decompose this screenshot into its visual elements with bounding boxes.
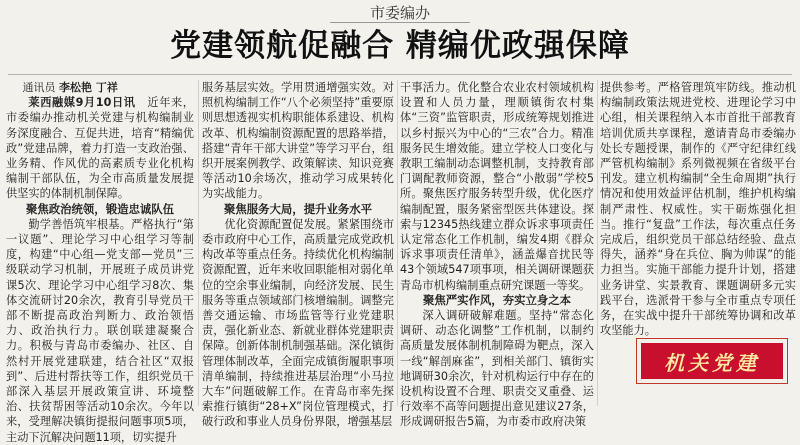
lead-paragraph — [6, 95, 194, 201]
column-divider — [198, 80, 199, 406]
column-divider — [397, 80, 398, 406]
body-paragraph: 提供参考。严格管理筑牢防线。推动机构编制政策法规进党校、进理论学习中心组，相关课程纳入本市首批干部教育培训优质共享课程，邀请青岛市委编办处长专题授课，制作的《严守纪律红线 严管机构编制》系列微视频在省级平台刊发。建立机构编制“全生命周期”执行情况和使用效益评估机制，维护机构编制严肃性、权威性。实干砺炼强化担当。推行“复盘”工作法，每次重点任务完成后，组织党员干部总结经验、盘点得失，涵养“身在兵位、胸为帅谋”的能力担当。实施干部能力提升计划，搭建业务讲堂、实景教育、课题调研多元实践平台，选派骨干参与全市重点专项任务，在实战中提升干部统筹协调和改革攻坚能力。 — [600, 81, 796, 338]
body-paragraph: 勤学善悟筑牢根基。严格执行“第一议题”、理论学习中心组学习等制度，构建“中心组—党支部—党员”三级联动学习机制，开展班子成员讲党课5次、理论学习中心组学习8次、集体交流研讨20余次，教育引导党员干部不断提高政治判断力、政治领悟力、政治执行力。联创联建凝聚合力。积极与青岛市委编办、社区、自然村开展党建联建，结合社区“双报到”、后进村帮扶等工作，组织党员干部深入基层开展政策宣讲、环境整治、扶贫帮困等活动10余次。今年以来，受理解决镇街提报问题事项5项，主动下沉解决问题11项，切实提升 — [6, 217, 194, 444]
body-paragraph: 干事活力。优化整合农业农村领域机构设置和人员力量，理顺镇街农村集体“三资”监管职责，形成统筹规划推进以乡村振兴为中心的“三农”合力。精准服务民生增效能。建立学校人口变化与教职工编制动态调整机制，支持教育部门调配教师资源，整合“小散弱”学校5所。聚焦医疗服务转型升级，优化医疗编制配置，服务紧密型医共体建设。探索与12345热线建立群众诉求事项责任认定常态化工作机制，编发4期《群众诉求事项责任清单》，涵盖爆音扰民等43个领域547项事项，相关调研课题获青岛市机构编制重点研究课题一等奖。 — [400, 81, 594, 292]
badge-label: 机关党建 — [641, 343, 783, 379]
body-paragraph: 深入调研破解难题。坚持“常态化调研、动态化调整”工作机制，以制约高质量发展体制机制障碍为靶点，深入一线“解剖麻雀”，到相关部门、镇街实地调研30余次，针对机构运行中存在的设机构设置不合理、职责交叉重叠、运行效率不高等问题提出意见建议27条，形成调研报告5篇，为市委市政府决策 — [400, 309, 594, 429]
page-title: 党建领航促融合 精编优政强保障 — [170, 28, 630, 64]
body-paragraph: 优化资源配置促发展。紧紧围绕市委市政府中心工作，高质量完成党政机构改革等重点任务。持续优化机构编制资源配置，近年来收回职能相对弱化单位的空余事业编制，向经济发展、民生服务等重点领域部门核增编制。调整完善交通运输、市场监管等行业党建职责，强化新业态、新就业群体党建职责保障。创新体制机制强基础。深化镇街管理体制改革，全面完成镇街履职事项清单编制，持续推进基层治理“小马拉大车”问题破解工作。在青岛市率先探索推行镇街“28+X”岗位管理模式，打破行政和事业人员身份界限，增强基层 — [202, 217, 394, 429]
subheading-service: 聚焦服务大局，提升业务水平 — [223, 201, 373, 216]
lead-text: 近年来，市委编办推动机关党建与机构编制业务深度融合、互促共进，培育“精编优政”党建品牌，着力打造一支政治强、业务精、作风优的高素质专业化机构编制干部队伍，为全市高质量发展提供坚实的体制机制保障。 — [6, 96, 194, 201]
section-kicker: 市委编办 — [330, 4, 470, 23]
dateline: 莱西融媒9月10日讯 — [28, 96, 136, 110]
byline — [6, 80, 194, 95]
column-badge — [636, 338, 788, 384]
article-column-1 — [6, 80, 194, 444]
title-rule — [8, 74, 792, 75]
byline-label: 通讯员 — [22, 81, 56, 94]
column-divider — [597, 80, 598, 406]
body-paragraph: 服务基层实效。学用贯通增强实效。对照机构编制工作“八个必须坚持”重要原则思想透视实机构职能体系建设、机构改革、机构编制资源配置的思路举措，搭建“青年干部大讲堂”等学习平台，组织开展案例教学、政策解读、知识竞赛等活动10余场次，推动学习成果转化为实战能力。 — [202, 81, 394, 201]
subheading-style: 聚焦严实作风，夯实立身之本 — [422, 292, 572, 307]
subheading-political: 聚焦政治统领，锻造忠诚队伍 — [25, 201, 175, 216]
article-column-2 — [202, 80, 394, 429]
article-column-3 — [400, 80, 594, 429]
byline-names: 李松艳 丁祥 — [59, 81, 118, 94]
